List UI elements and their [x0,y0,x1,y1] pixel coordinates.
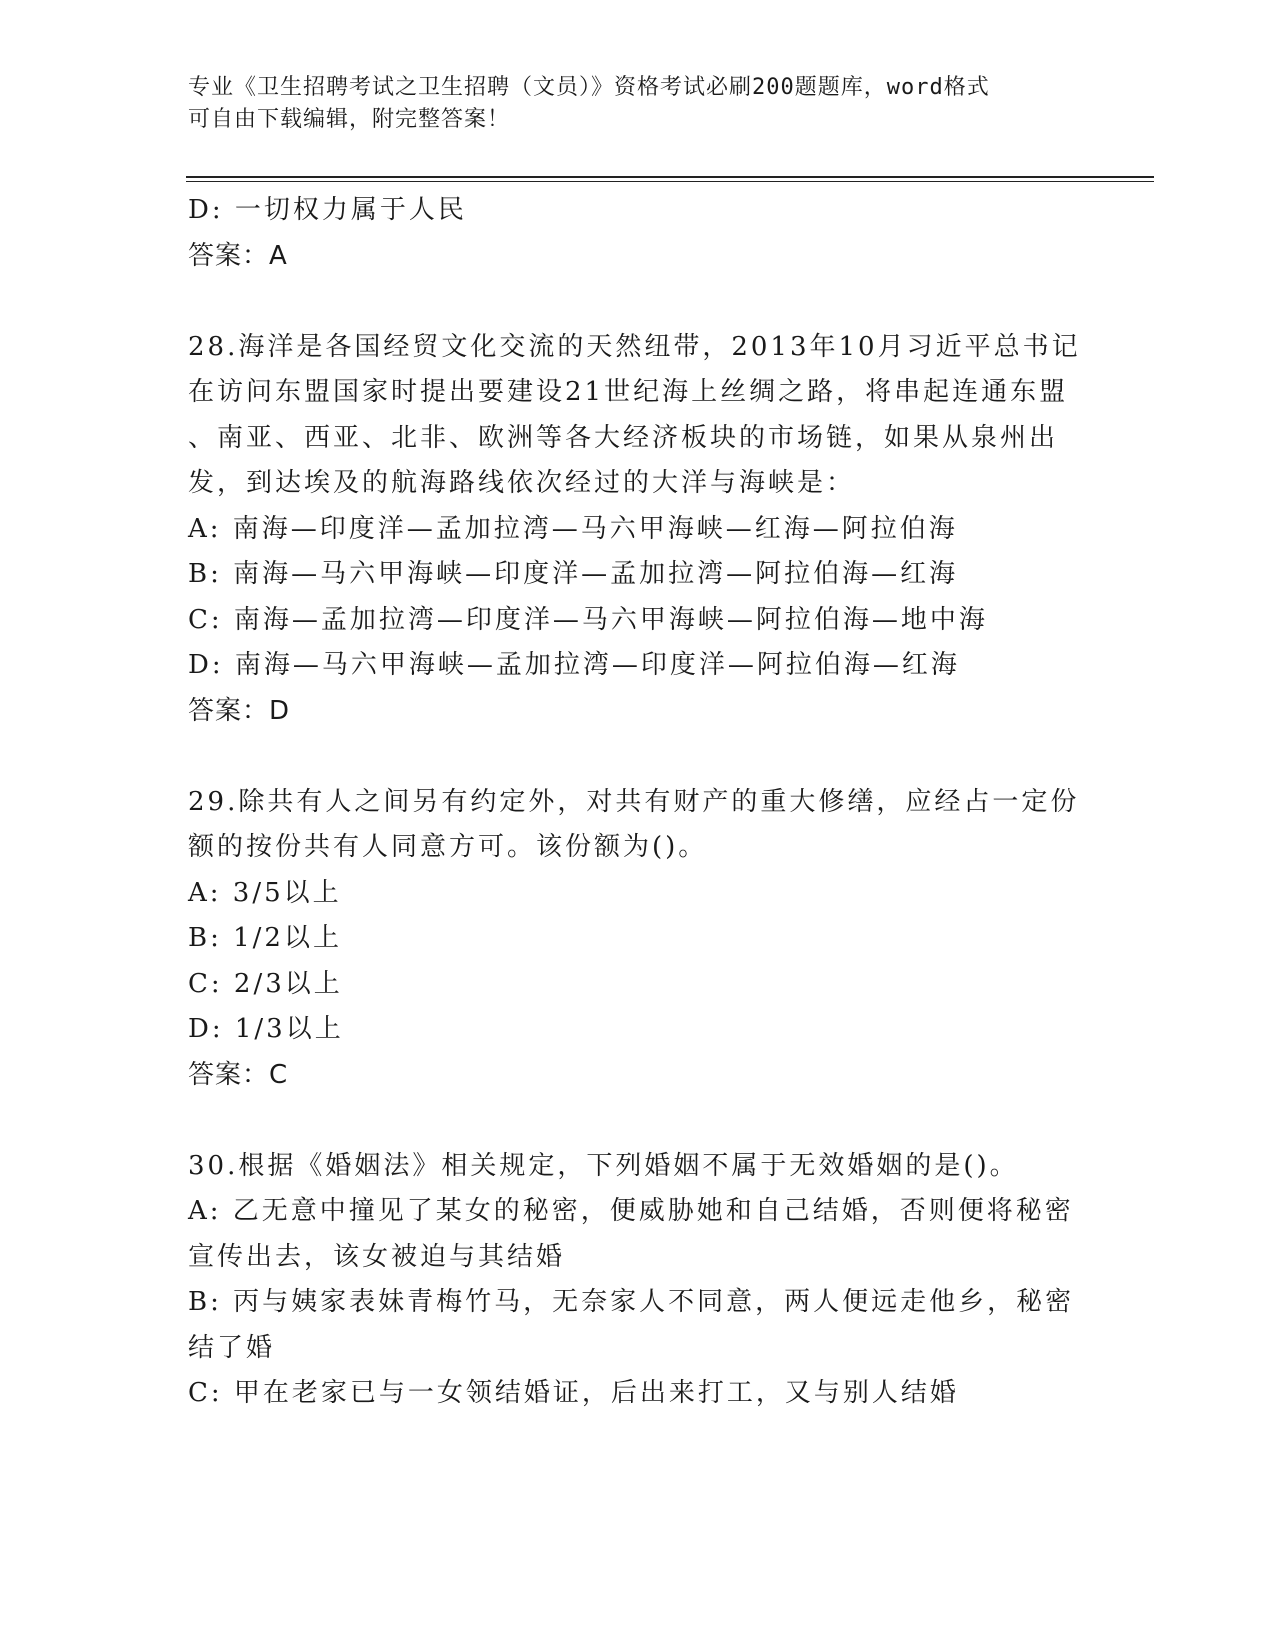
q27-answer: 答案：A [188,240,288,271]
document-header [188,72,1068,136]
q28-option-d: D: 南海—马六甲海峡—孟加拉湾—印度洋—阿拉伯海—红海 [188,650,960,680]
q29-option-b: B: 1/2以上 [188,923,342,953]
header-divider-thick [186,176,1154,178]
q29-option-d: D: 1/3以上 [188,1014,344,1044]
q30-option-line: C: 甲在老家已与一女领结婚证，后出来打工，又与别人结婚 [188,1378,959,1408]
q28-option-b: B: 南海—马六甲海峡—印度洋—孟加拉湾—阿拉伯海—红海 [188,559,959,589]
q30-option-line: A: 乙无意中撞见了某女的秘密，便威胁她和自己结婚，否则便将秘密 [188,1196,1074,1226]
q28-option-c: C: 南海—孟加拉湾—印度洋—马六甲海峡—阿拉伯海—地中海 [188,604,988,635]
q28-stem-line: 在访问东盟国家时提出要建设21世纪海上丝绸之路，将串起连通东盟 [188,377,1069,407]
header-line-1: 专业《卫生招聘考试之卫生招聘（文员）》资格考试必刷200题题库，word格式 [188,75,990,100]
q30-option-line: B: 丙与姨家表妹青梅竹马，无奈家人不同意，两人便远走他乡，秘密 [188,1287,1075,1317]
q29-answer: 答案：C [188,1059,289,1090]
question-28 [188,325,1088,735]
spacer [188,1098,1088,1144]
header-divider-thin [186,181,1154,182]
q30-option-line: 结了婚 [188,1332,276,1363]
q27-option-d: D: 一切权力属于人民 [188,195,467,225]
header-line-2: 可自由下载编辑，附完整答案！ [188,107,511,132]
question-29 [188,780,1088,1099]
q28-stem-line: 28.海洋是各国经贸文化交流的天然纽带，2013年10月习近平总书记 [188,331,1081,362]
q28-option-a: A: 南海—印度洋—孟加拉湾—马六甲海峡—红海—阿拉伯海 [188,513,958,544]
question-30 [188,1144,1088,1417]
q28-stem-line: 、南亚、西亚、北非、欧洲等各大经济板块的市场链，如果从泉州出 [188,422,1059,453]
q28-answer: 答案：D [188,695,291,726]
spacer [188,734,1088,780]
question-content [188,188,1088,1417]
q29-option-a: A: 3/5以上 [188,877,342,908]
q29-stem-line: 额的按份共有人同意方可。该份额为()。 [188,832,708,862]
q30-option-line: 宣传出去，该女被迫与其结婚 [188,1241,566,1272]
spacer [188,279,1088,325]
q30-stem-line: 30.根据《婚姻法》相关规定，下列婚姻不属于无效婚姻的是()。 [188,1150,1019,1181]
q29-option-c: C: 2/3以上 [188,968,343,999]
q28-stem-line: 发，到达埃及的航海路线依次经过的大洋与海峡是： [188,468,856,498]
q29-stem-line: 29.除共有人之间另有约定外，对共有财产的重大修缮，应经占一定份 [188,786,1080,817]
